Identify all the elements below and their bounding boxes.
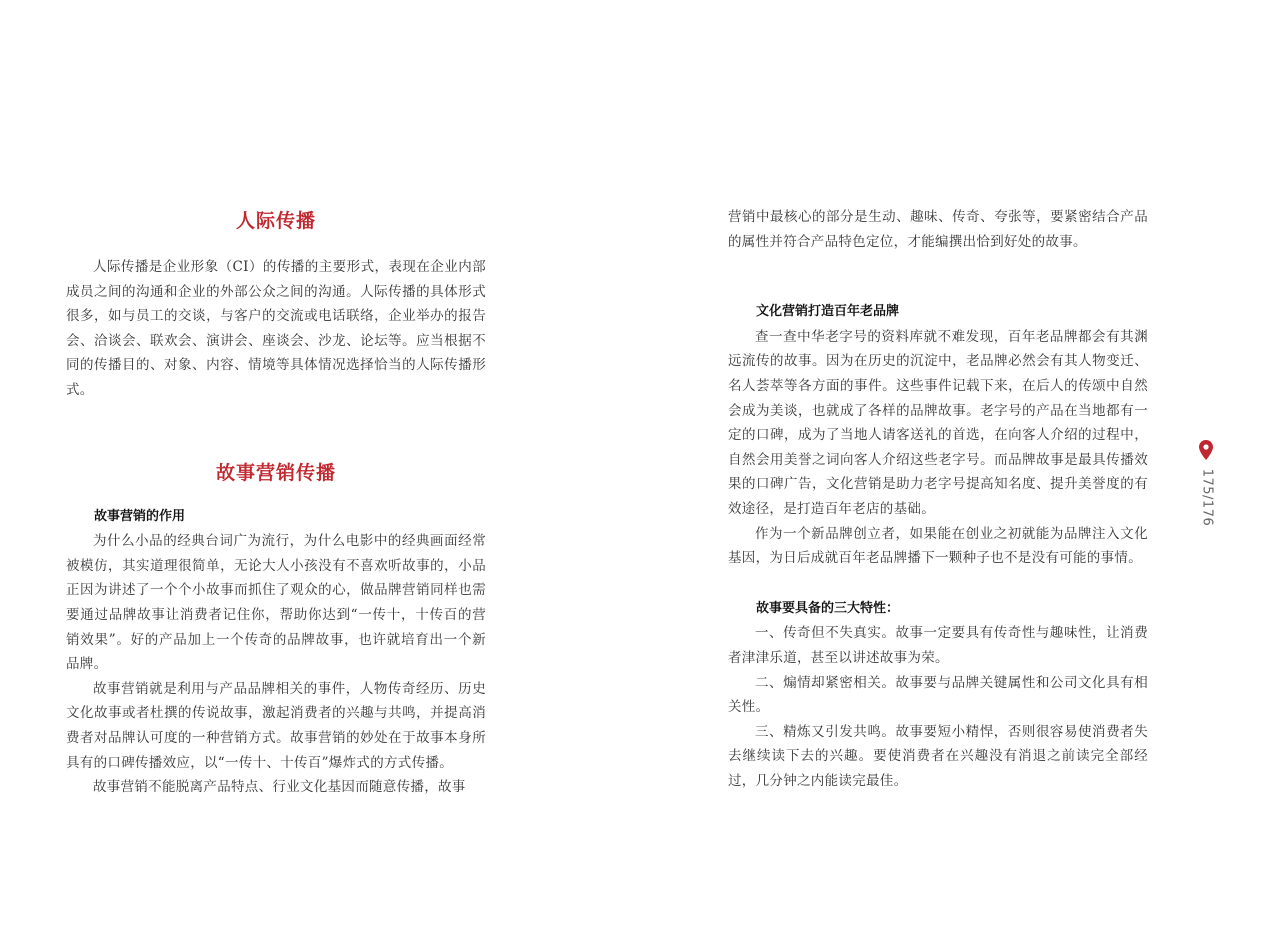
subheading-cultural-marketing: 文化营销打造百年老品牌 <box>755 304 899 320</box>
spacer <box>66 449 486 457</box>
right-column <box>728 205 1148 793</box>
spacer <box>66 237 486 255</box>
paragraph-story-role: 为什么小品的经典台词广为流行，为什么电影中的经典画面经常被模仿，其实道理很简单，无论大人小孩没有不喜欢听故事的，小品正因为讲述了一个个小故事而抓住了观众的心，做品牌营销同样也需要通过品牌故事让消费者记住你，帮助你达到“一传十，十传百的营销效果”。好的产品加上一个传奇的品牌故事，也许就培育出一个新品牌。 <box>66 533 486 673</box>
section-heading-interpersonal: 人际传播 <box>235 210 316 232</box>
spacer <box>728 589 1148 597</box>
paragraph-trait-2: 二、煽情却紧密相关。故事要与品牌关键属性和公司文化具有相关性。 <box>728 674 1148 716</box>
spacer <box>66 403 486 449</box>
paragraph-old-brands: 查一查中华老字号的资料库就不难发现，百年老品牌都会有其渊远流传的故事。因为在历史的沉淀中，老品牌必然会有其人物变迁、名人荟萃等各方面的事件。这些事件记载下来，在后人的传颂中自然会成为美谈，也就成了各样的品牌故事。老字号的产品在当地都有一定的口碑，成为了当地人请客送礼的首选，在向客人介绍的过程中，自然会用美誉之词向客人介绍这些老字号。而品牌故事是最具传播效果的口碑广告，文化营销是助力老字号提高知名度、提升美誉度的有效途径，是打造百年老店的基础。 <box>728 328 1148 517</box>
page-number: 175/176 <box>1199 468 1215 527</box>
spacer <box>728 254 1148 300</box>
paragraph-new-brand: 作为一个新品牌创立者，如果能在创业之初就能为品牌注入文化基因，为日后成就百年老品牌播下一颗种子也不是没有可能的事情。 <box>728 525 1148 567</box>
paragraph-story-continuation: 营销中最核心的部分是生动、趣味、传奇、夸张等，要紧密结合产品的属性并符合产品特色定位，才能编撰出恰到好处的故事。 <box>728 209 1148 250</box>
spacer <box>728 571 1148 589</box>
left-column <box>66 205 486 800</box>
spacer <box>66 489 486 505</box>
paragraph-interpersonal: 人际传播是企业形象（CI）的传播的主要形式，表现在企业内部成员之间的沟通和企业的外部公众之间的沟通。人际传播的具体形式很多，如与员工的交谈，与客户的交流或电话联络，企业举办的报告会、洽谈会、联欢会、演讲会、座谈会、沙龙、论坛等。应当根据不同的传播目的、对象、内容、情境等具体情况选择恰当的人际传播形式。 <box>66 259 486 398</box>
paragraph-trait-1: 一、传奇但不失真实。故事一定要具有传奇性与趣味性，让消费者津津乐道，甚至以讲述故事为荣。 <box>728 625 1148 666</box>
page-marker <box>1195 440 1217 530</box>
subheading-three-traits: 故事要具备的三大特性： <box>755 600 899 616</box>
subheading-story-role: 故事营销的作用 <box>93 508 185 524</box>
location-pin-icon <box>1199 440 1213 460</box>
section-heading-story-marketing: 故事营销传播 <box>215 461 336 484</box>
paragraph-trait-3: 三、精炼又引发共鸣。故事要短小精悍，否则很容易使消费者失去继续读下去的兴趣。要使消费者在兴趣没有消退之前读完全部经过，几分钟之内能读完最佳。 <box>728 723 1148 789</box>
paragraph-story-definition: 故事营销就是利用与产品品牌相关的事件，人物传奇经历、历史文化故事或者杜撰的传说故事，激起消费者的兴趣与共鸣，并提高消费者对品牌认可度的一种营销方式。故事营销的妙处在于故事本身所具有的口碑传播效应，以“一传十、十传百”爆炸式的方式传播。 <box>66 680 486 771</box>
paragraph-story-continued: 故事营销不能脱离产品特点、行业文化基因而随意传播，故事 <box>93 779 466 796</box>
